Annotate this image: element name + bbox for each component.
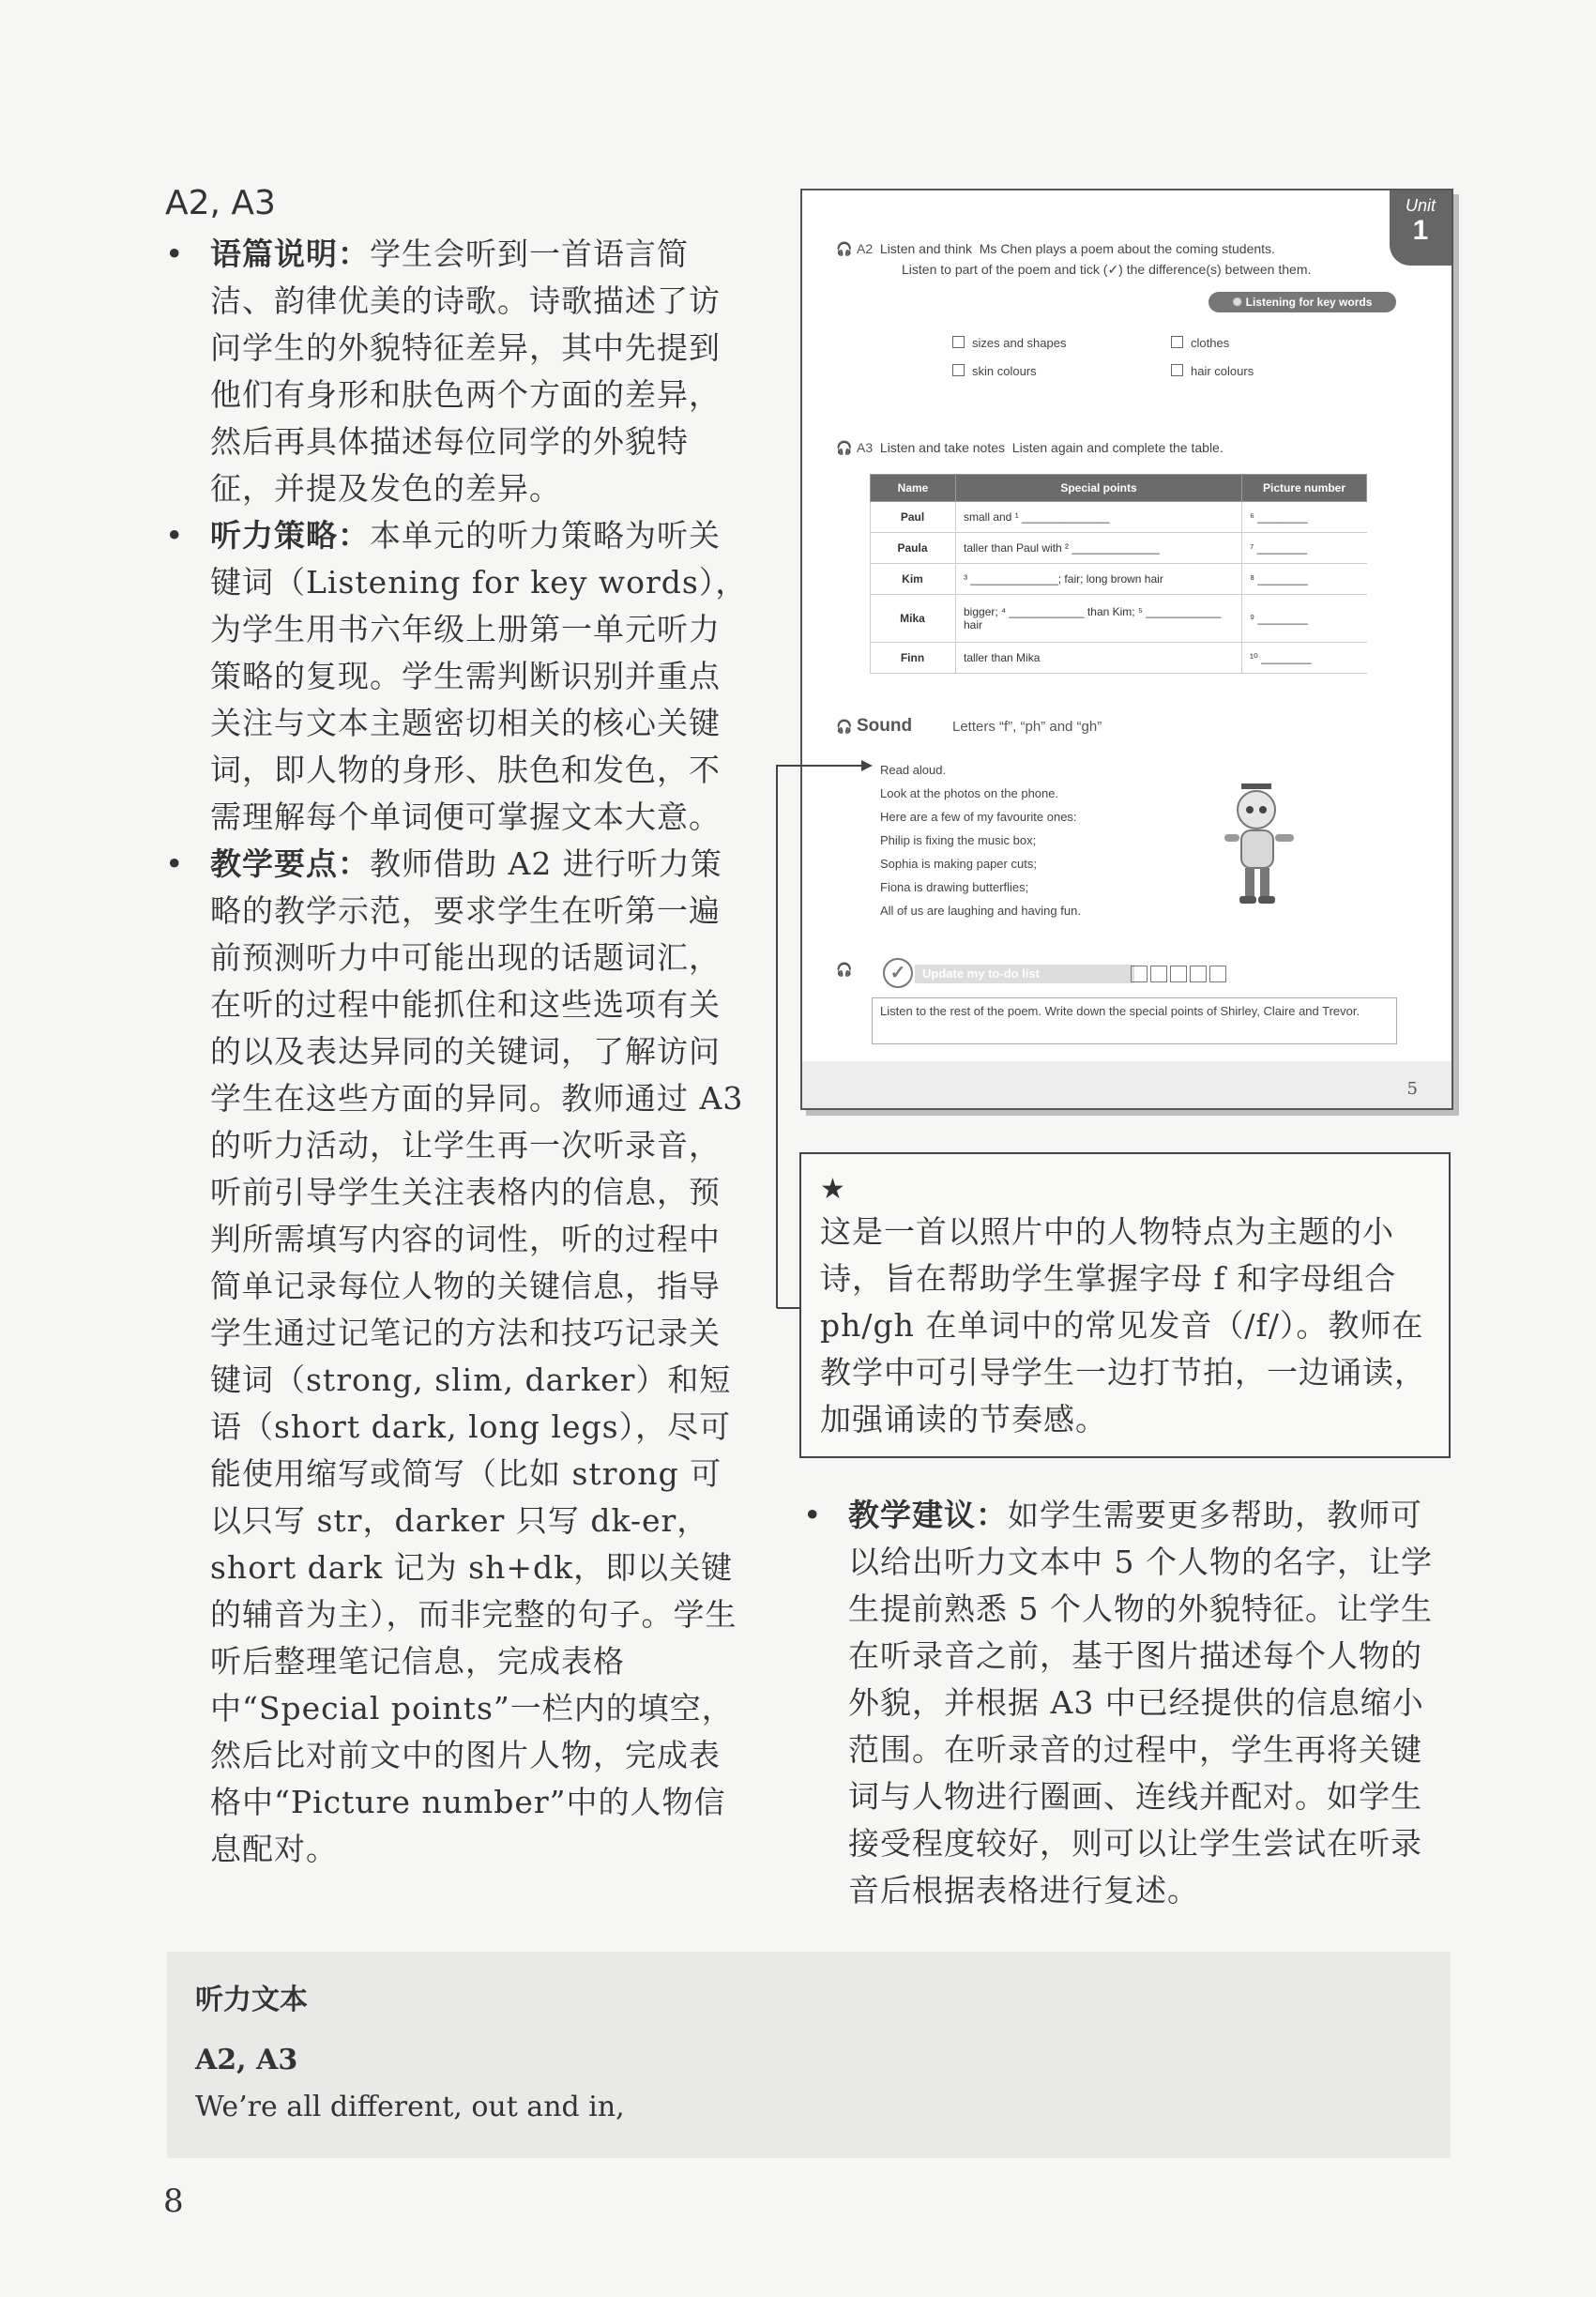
bullet-dot: • <box>803 1497 823 1533</box>
todo-box[interactable] <box>1190 966 1207 982</box>
star-note-box <box>799 1152 1451 1458</box>
row-name: Paul <box>871 502 956 533</box>
row-picture: ¹⁰ ________ <box>1242 643 1367 674</box>
table-header: Name <box>871 475 956 502</box>
transcript-box <box>167 1952 1451 2158</box>
row-points: ³ ______________; fair; long brown hair <box>956 564 1242 595</box>
table-row <box>871 564 1367 595</box>
todo-boxes <box>1131 966 1229 987</box>
table-row <box>871 643 1367 674</box>
poem-line: All of us are laughing and having fun. <box>880 904 1081 918</box>
a3-heading <box>836 440 1224 456</box>
todo-box[interactable] <box>1150 966 1167 982</box>
checkbox-label: hair colours <box>1191 364 1254 378</box>
bullet-body: 学生会听到一首语言简洁、韵律优美的诗歌。诗歌描述了访问学生的外貌特征差异，其中先提到他们有身形和肤色两个方面的差异，然后再具体描述每位同学的外貌特征，并提及发色的差异。 <box>210 236 721 507</box>
row-picture: ⁶ ________ <box>1242 502 1367 533</box>
todo-box[interactable] <box>1170 966 1187 982</box>
a2-instruction-2: Listen to part of the poem and tick (✓) the difference(s) between them. <box>902 262 1312 277</box>
checkbox-label: clothes <box>1191 336 1230 350</box>
headphones-icon: 🎧 <box>836 962 853 977</box>
book-footer <box>802 1061 1452 1108</box>
bullet-dot: • <box>165 236 185 272</box>
transcript-line: We’re all different, out and in, <box>195 2091 625 2123</box>
poem-line: Philip is fixing the music box; <box>880 833 1037 847</box>
bullet-teaching-points <box>165 841 752 1873</box>
bullet-label: 教学建议： <box>848 1497 1008 1533</box>
table-row <box>871 533 1367 564</box>
a3-tag: A3 <box>857 440 874 455</box>
row-points: bigger; ⁴ ____________ than Kim; ⁵ ____________ hair <box>956 595 1242 643</box>
a2-heading <box>836 241 1275 257</box>
page-number: 8 <box>163 2183 184 2220</box>
checkbox-label: skin colours <box>972 364 1037 378</box>
poem-line: Here are a few of my favourite ones: <box>880 810 1077 824</box>
poem-line: Look at the photos on the phone. <box>880 786 1059 800</box>
sun-icon: ✺ <box>1232 296 1242 309</box>
row-picture: ⁸ ________ <box>1242 564 1367 595</box>
todo-text: Listen to the rest of the poem. Write down the special points of Shirley, Claire and Trevor. <box>872 997 1397 1044</box>
checkbox-icon <box>952 336 965 348</box>
todo-box[interactable] <box>1131 966 1148 982</box>
strategy-pill <box>1208 292 1396 312</box>
poem-line: Fiona is drawing butterflies; <box>880 880 1029 894</box>
table-row <box>871 595 1367 643</box>
headphones-icon: 🎧 <box>836 719 853 734</box>
bullet-dot: • <box>165 517 185 554</box>
todo-title: Update my to-do list <box>915 965 1134 983</box>
checkbox-skin[interactable] <box>952 364 1037 378</box>
star-note-text: 这是一首以照片中的人物特点为主题的小诗，旨在帮助学生掌握字母 f 和字母组合 ph/gh 在单词中的常见发音（/f/）。教师在教学中可引导学生一边打节拍，一边诵读，加强诵读的节奏感。 <box>820 1213 1426 1438</box>
a2-title: Listen and think <box>879 241 972 256</box>
robot-illustration <box>1206 782 1300 913</box>
a3-instruction: Listen again and complete the table. <box>1011 440 1224 455</box>
checkbox-icon <box>952 364 965 376</box>
checkbox-hair[interactable] <box>1171 364 1254 378</box>
bullet-body: 教师借助 A2 进行听力策略的教学示范，要求学生在听第一遍前预测听力中可能出现的话题词汇，在听的过程中能抓住和这些选项有关的以及表达异同的关键词，了解访问学生在这些方面的异同。教师通过 A3 的听力活动，让学生再一次听录音，听前引导学生关注表格内的信息，预判所需填写内容的词性，听的过程中简单记录每位人物的关键信息，指导学生通过记笔记的方法和技巧记录关键词（strong, slim, darker）和短语（short dark, long legs），尽可能使用缩写或简写（比如 strong 可以只写 str，darker 只写 dk-er，short dark 记为 sh+dk，即以关键的辅音为主），而非完整的句子。学生听后整理笔记信息，完成表格中“Special points”一栏内的填空，然后比对前文中的图片人物，完成表格中“Picture number”中的人物信息配对。 <box>210 845 744 1867</box>
a3-title: Listen and take notes <box>879 440 1006 455</box>
row-picture: ⁷ ________ <box>1242 533 1367 564</box>
star-icon: ★ <box>820 1173 845 1206</box>
transcript-subtitle: A2, A3 <box>195 2044 298 2076</box>
bullet-label: 听力策略： <box>210 517 370 554</box>
row-name: Paula <box>871 533 956 564</box>
sound-title: Sound <box>857 716 913 736</box>
sound-poem <box>880 758 1081 922</box>
bullet-listening-strategy <box>165 512 752 841</box>
bullet-teaching-suggestion <box>803 1492 1451 1914</box>
row-points: taller than Paul with ² ______________ <box>956 533 1242 564</box>
row-picture: ⁹ ________ <box>1242 595 1367 643</box>
left-column <box>165 231 752 1873</box>
unit-number: 1 <box>1412 215 1429 246</box>
headphones-icon: 🎧 <box>836 241 853 256</box>
table-header: Picture number <box>1242 475 1367 502</box>
unit-label: Unit <box>1405 196 1436 215</box>
table-row <box>871 502 1367 533</box>
bullet-dot: • <box>165 845 185 882</box>
sound-heading <box>836 716 912 737</box>
checkbox-clothes[interactable] <box>1171 336 1229 350</box>
transcript-title: 听力文本 <box>195 1984 308 2016</box>
section-heading: A2, A3 <box>165 184 276 222</box>
checkbox-icon <box>1171 336 1183 348</box>
textbook-page-thumbnail <box>800 189 1453 1110</box>
checkbox-icon <box>1171 364 1183 376</box>
book-page-number: 5 <box>1406 1079 1418 1099</box>
poem-line: Read aloud. <box>880 763 947 777</box>
table-header: Special points <box>956 475 1242 502</box>
poem-line: Sophia is making paper cuts; <box>880 857 1037 871</box>
a2-tag: A2 <box>857 241 874 256</box>
bullet-body: 本单元的听力策略为听关键词（Listening for key words），为学生用书六年级上册第一单元听力策略的复现。学生需判断识别并重点关注与文本主题密切相关的核心关键词，即人物的身形、肤色和发色，不需理解每个单词便可掌握文本大意。 <box>210 517 748 835</box>
todo-box[interactable] <box>1209 966 1226 982</box>
a2-instruction-1: Ms Chen plays a poem about the coming students. <box>979 241 1275 256</box>
unit-tab <box>1390 190 1452 266</box>
notes-table <box>870 474 1367 674</box>
right-column <box>803 1492 1451 1914</box>
row-name: Mika <box>871 595 956 643</box>
row-points: small and ¹ ______________ <box>956 502 1242 533</box>
bullet-label: 语篇说明： <box>210 236 370 272</box>
bullet-body: 如学生需要更多帮助，教师可以给出听力文本中 5 个人物的名字，让学生提前熟悉 5 个人物的外貌特征。让学生在听录音之前，基于图片描述每个人物的外貌，并根据 A3 中已经提供的信息缩小范围。在听录音的过程中，学生再将关键词与人物进行圈画、连线并配对。如学生接受程度较好，则可以让学生尝试在听录音后根据表格进行复述。 <box>848 1497 1433 1909</box>
strategy-pill-label: Listening for key words <box>1245 296 1373 309</box>
checkbox-label: sizes and shapes <box>972 336 1067 350</box>
row-points: taller than Mika <box>956 643 1242 674</box>
row-name: Finn <box>871 643 956 674</box>
sound-subtitle: Letters “f”, “ph” and “gh” <box>952 719 1102 735</box>
checkbox-sizes[interactable] <box>952 336 1066 350</box>
bullet-label: 教学要点： <box>210 845 370 882</box>
check-circle-icon: ✓ <box>883 958 913 988</box>
row-name: Kim <box>871 564 956 595</box>
headphones-icon: 🎧 <box>836 440 853 455</box>
bullet-text-description <box>165 231 752 512</box>
